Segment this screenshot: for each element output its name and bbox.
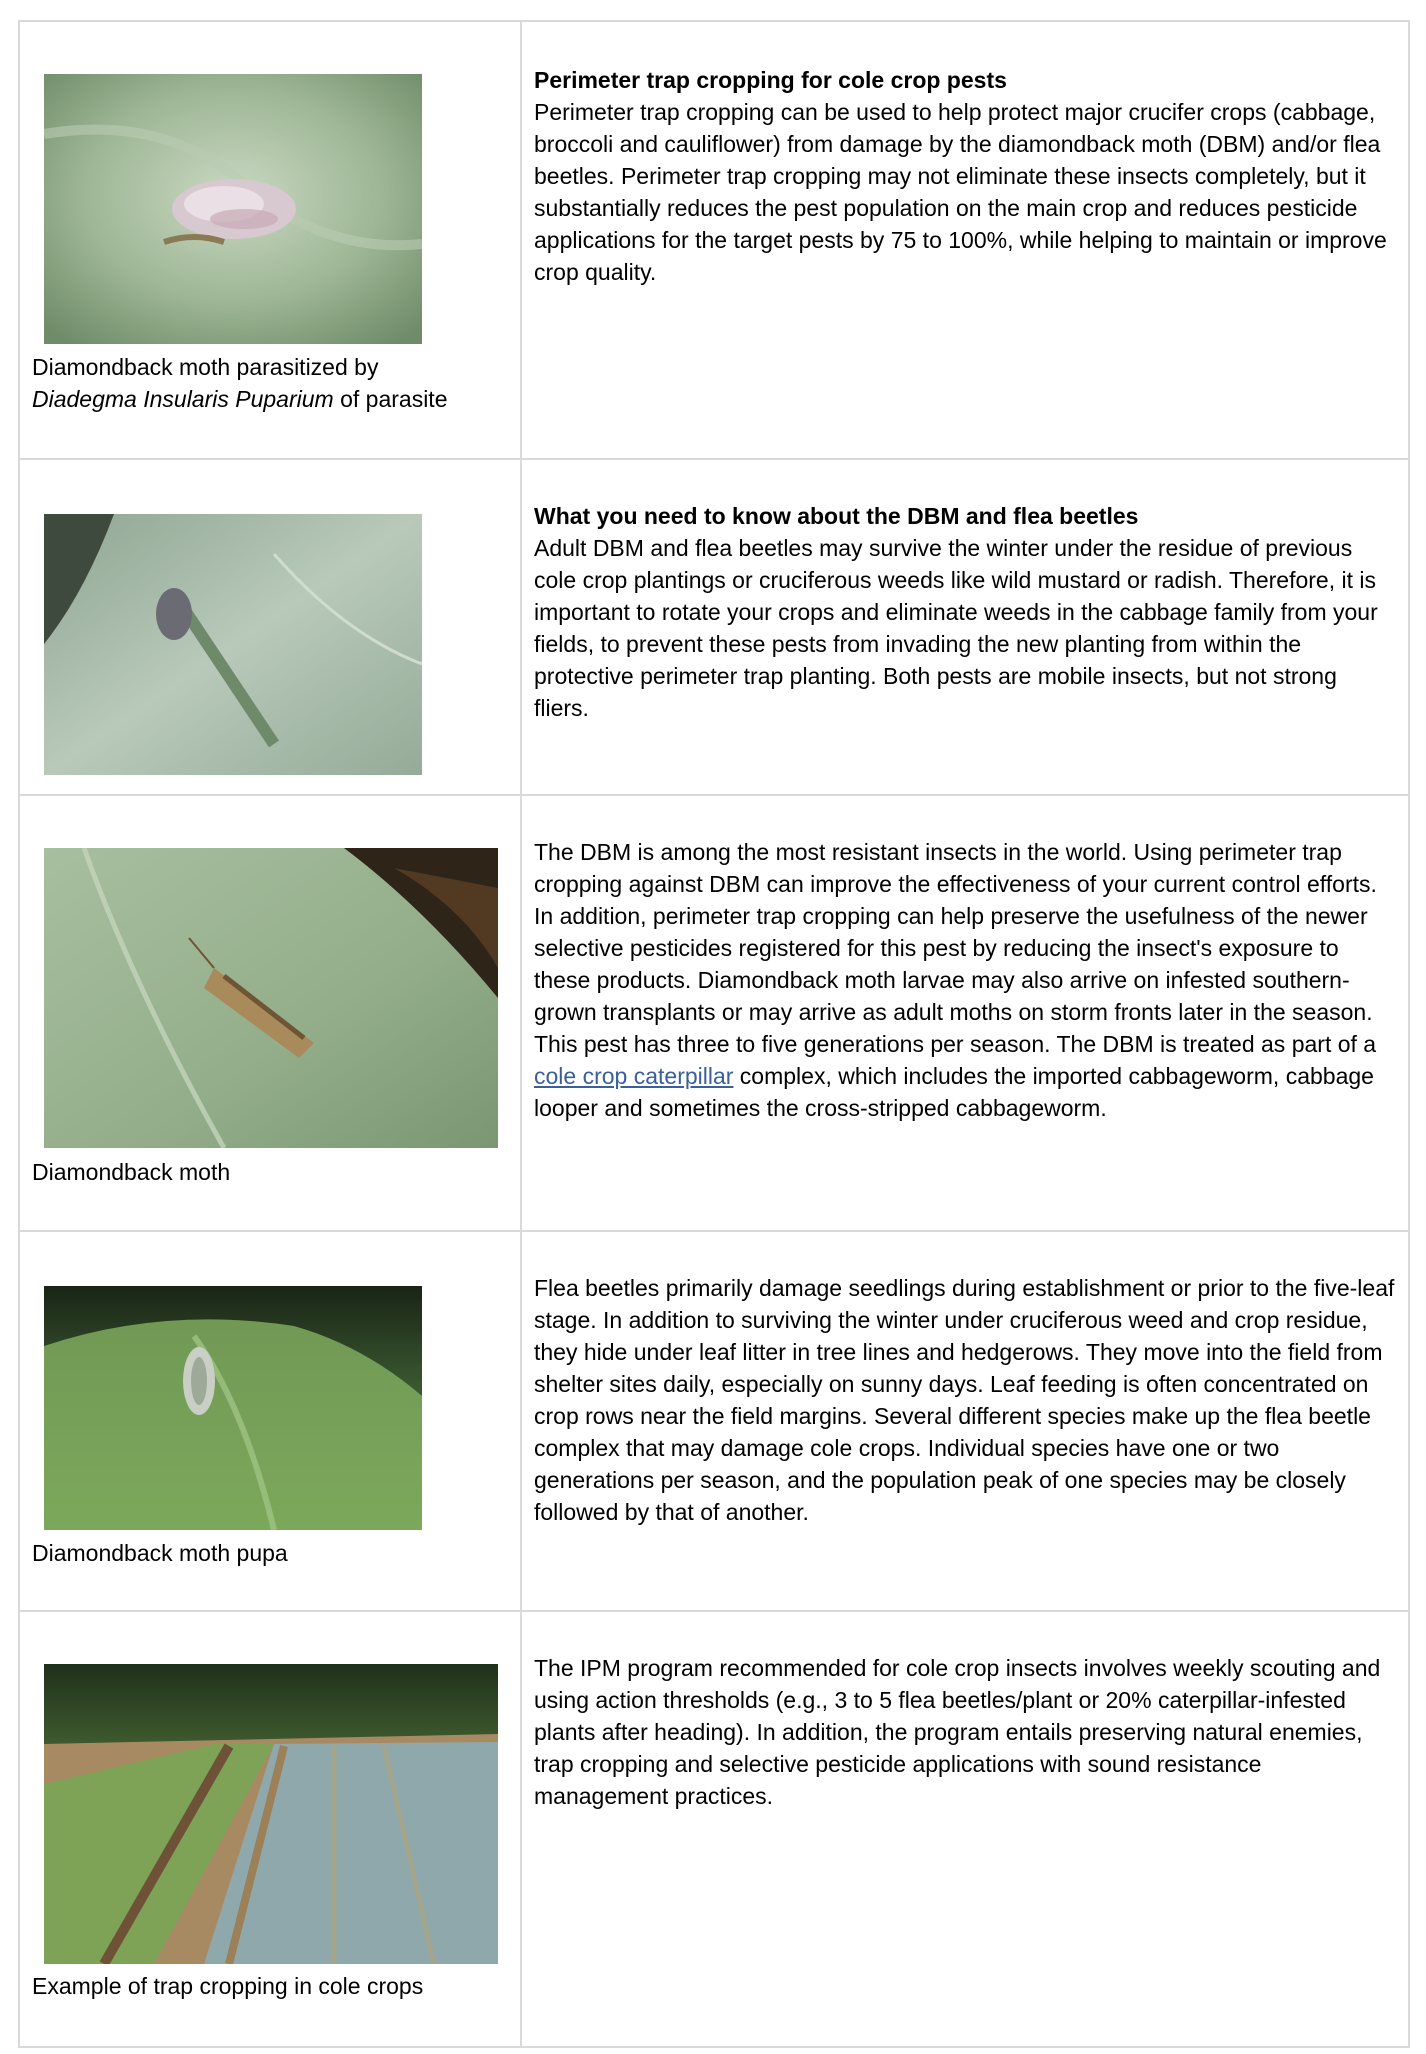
text-cell: [521, 21, 1409, 459]
photo-caption: Diamondback moth: [32, 1159, 231, 1185]
text-cell: [521, 1231, 1409, 1611]
section-heading: Perimeter trap cropping for cole crop pests: [534, 67, 1007, 93]
caption-tail: of parasite: [333, 386, 448, 412]
section-paragraph: Perimeter trap cropping can be used to help protect major crucifer crops (cabbage, broccoli and cauliflower) from damage by the diamondback moth (DBM) and/or flea beetles. Perimeter trap cropping may not eliminate these insects completely, but it substantially reduces the pest population on the main crop and reduces pesticide applications for the target pests by 75 to 100%, while helping to maintain or improve crop quality.: [534, 99, 1387, 285]
section-paragraph: Adult DBM and flea beetles may survive the winter under the residue of previous cole crop plantings or cruciferous weeds like wild mustard or radish. Therefore, it is important to rotate your crops and eliminate weeds in the cabbage family from your fields, to prevent these pests from invading the new planting from within the protective perimeter trap planting. Both pests are mobile insects, but not strong fliers.: [534, 535, 1378, 721]
table-row: [19, 459, 1409, 795]
table-row: [19, 1231, 1409, 1611]
table-row: [19, 1611, 1409, 2047]
content-table: [18, 20, 1410, 2048]
photo-trap-cropping-field: [44, 1664, 498, 1964]
photo-diamondback-moth: [44, 848, 498, 1148]
photo-moth-pupa: [44, 1286, 422, 1530]
paragraph-text: complex, which includes the imported cabbageworm, cabbage looper and sometimes the cross-stripped cabbageworm.: [534, 1063, 1374, 1121]
text-cell: [521, 1611, 1409, 2047]
caption-species: Diadegma Insularis Puparium: [32, 386, 334, 412]
photo-caption: Diamondback moth pupa: [32, 1540, 288, 1566]
photo-parasitized-moth: [44, 74, 422, 344]
image-cell: [19, 21, 521, 459]
table-row: [19, 21, 1409, 459]
section-paragraph: Flea beetles primarily damage seedlings during establishment or prior to the five-leaf stage. In addition to surviving the winter under cruciferous weed and crop residue, they hide under leaf litter in tree lines and hedgerows. They move into the field from shelter sites daily, especially on sunny days. Leaf feeding is often concentrated on crop rows near the field margins. Several different species make up the flea beetle complex that may damage cole crops. Individual species have one or two generations per season, and the population peak of one species may be closely followed by that of another.: [534, 1275, 1395, 1525]
section-paragraph: [534, 836, 1396, 1124]
image-cell: [19, 795, 521, 1231]
paragraph-text: The DBM is among the most resistant insects in the world. Using perimeter trap cropping against DBM can improve the effectiveness of your current control efforts. In addition, perimeter trap cropping can help preserve the usefulness of the newer selective pesticides registered for this pest by reducing the insect's exposure to these products. Diamondback moth larvae may also arrive on infested southern-grown transplants or may arrive as adult moths on storm fronts later in the season. This pest has three to five generations per season. The DBM is treated as part of a: [534, 839, 1377, 1057]
photo-caption: Example of trap cropping in cole crops: [32, 1973, 424, 1999]
section-paragraph: The IPM program recommended for cole crop insects involves weekly scouting and using action thresholds (e.g., 3 to 5 flea beetles/plant or 20% caterpillar-infested plants after heading). In addition, the program entails preserving natural enemies, trap cropping and selective pesticide applications with sound resistance management practices.: [534, 1655, 1381, 1809]
text-cell: [521, 459, 1409, 795]
photo-caption: [32, 351, 510, 415]
table-row: [19, 795, 1409, 1231]
text-cell: [521, 795, 1409, 1231]
photo-adult-moth-on-leaf: [44, 514, 422, 775]
image-cell: [19, 1231, 521, 1611]
section-heading: What you need to know about the DBM and flea beetles: [534, 503, 1139, 529]
image-cell: [19, 1611, 521, 2047]
cole-crop-caterpillar-link[interactable]: cole crop caterpillar: [534, 1063, 734, 1089]
caption-line: Diamondback moth parasitized by: [32, 354, 379, 380]
image-cell: [19, 459, 521, 795]
